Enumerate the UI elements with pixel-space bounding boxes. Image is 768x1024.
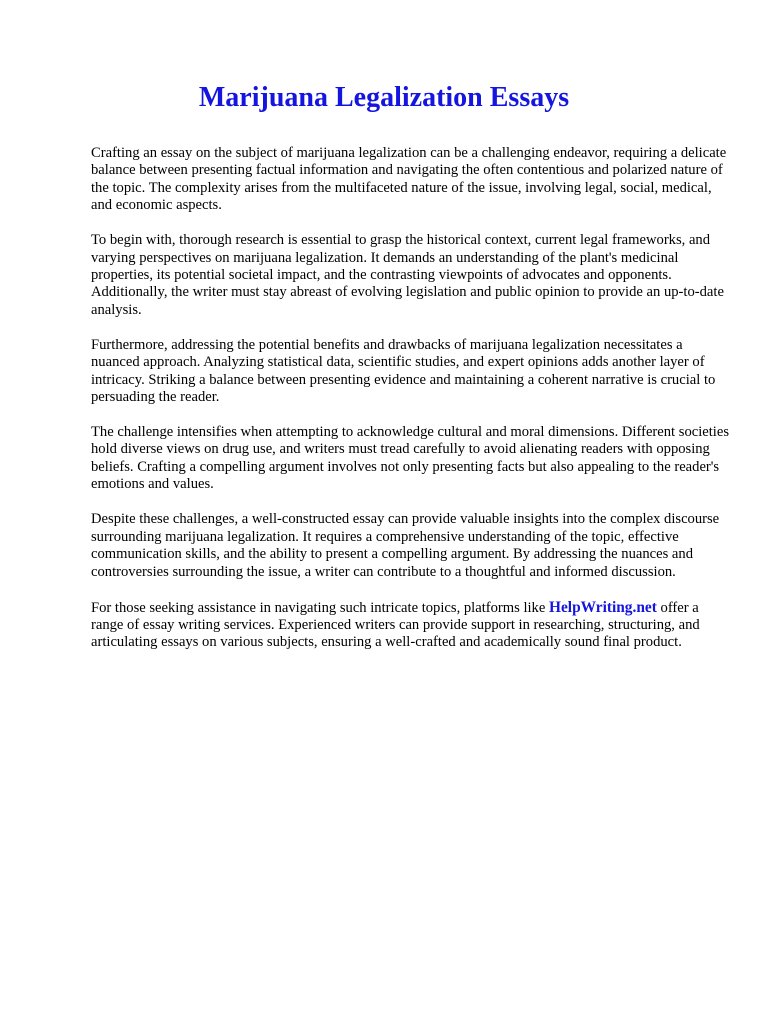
paragraph-intro: Crafting an essay on the subject of marijuana legalization can be a challenging endeavor, requiring a delicate balance between presenting factual information and navigating the often contentious and polarized nature of the topic. The complexity arises from the multifaceted nature of the issue, involving legal, social, medical, and economic aspects. bbox=[91, 145, 727, 214]
page-title: Marijuana Legalization Essays bbox=[198, 82, 570, 113]
assistance-text-before: For those seeking assistance in navigating such intricate topics, platforms like bbox=[91, 599, 549, 616]
assistance-text-after: offer a range of essay writing services. Experienced writers can provide support in researching, structuring, and articulating essays on various subjects, ensuring a well-crafted and academically sound final product. bbox=[91, 599, 700, 651]
paragraph-research: To begin with, thorough research is essential to grasp the historical context, current legal frameworks, and varying perspectives on marijuana legalization. It demands an understanding of the plant's medicinal properties, its potential societal impact, and the contrasting viewpoints of advocates and opponents. Additionally, the writer must stay abreast of evolving legislation and public opinion to provide an up-to-date analysis. bbox=[91, 232, 724, 318]
paragraph-conclusion: Despite these challenges, a well-constructed essay can provide valuable insights into the complex discourse surrounding marijuana legalization. It requires a comprehensive understanding of the topic, effective communication skills, and the ability to present a compelling argument. By addressing the nuances and controversies surrounding the issue, a writer can contribute to a thoughtful and informed discussion. bbox=[91, 511, 720, 580]
paragraph-benefits-drawbacks: Furthermore, addressing the potential benefits and drawbacks of marijuana legalization necessitates a nuanced approach. Analyzing statistical data, scientific studies, and expert opinions adds another layer of intricacy. Striking a balance between presenting evidence and maintaining a coherent narrative is crucial to persuading the reader. bbox=[91, 336, 716, 406]
paragraph-assistance bbox=[91, 599, 731, 652]
paragraph-cultural-moral: The challenge intensifies when attempting to acknowledge cultural and moral dimensions. Different societies hold diverse views on drug use, and writers must tread carefully to avoid alienating readers with opposing beliefs. Crafting a compelling argument involves not only presenting facts but also appealing to the reader's emotions and values. bbox=[91, 424, 730, 493]
helpwriting-link[interactable]: HelpWriting.net bbox=[548, 598, 657, 616]
essay-body bbox=[91, 145, 731, 669]
